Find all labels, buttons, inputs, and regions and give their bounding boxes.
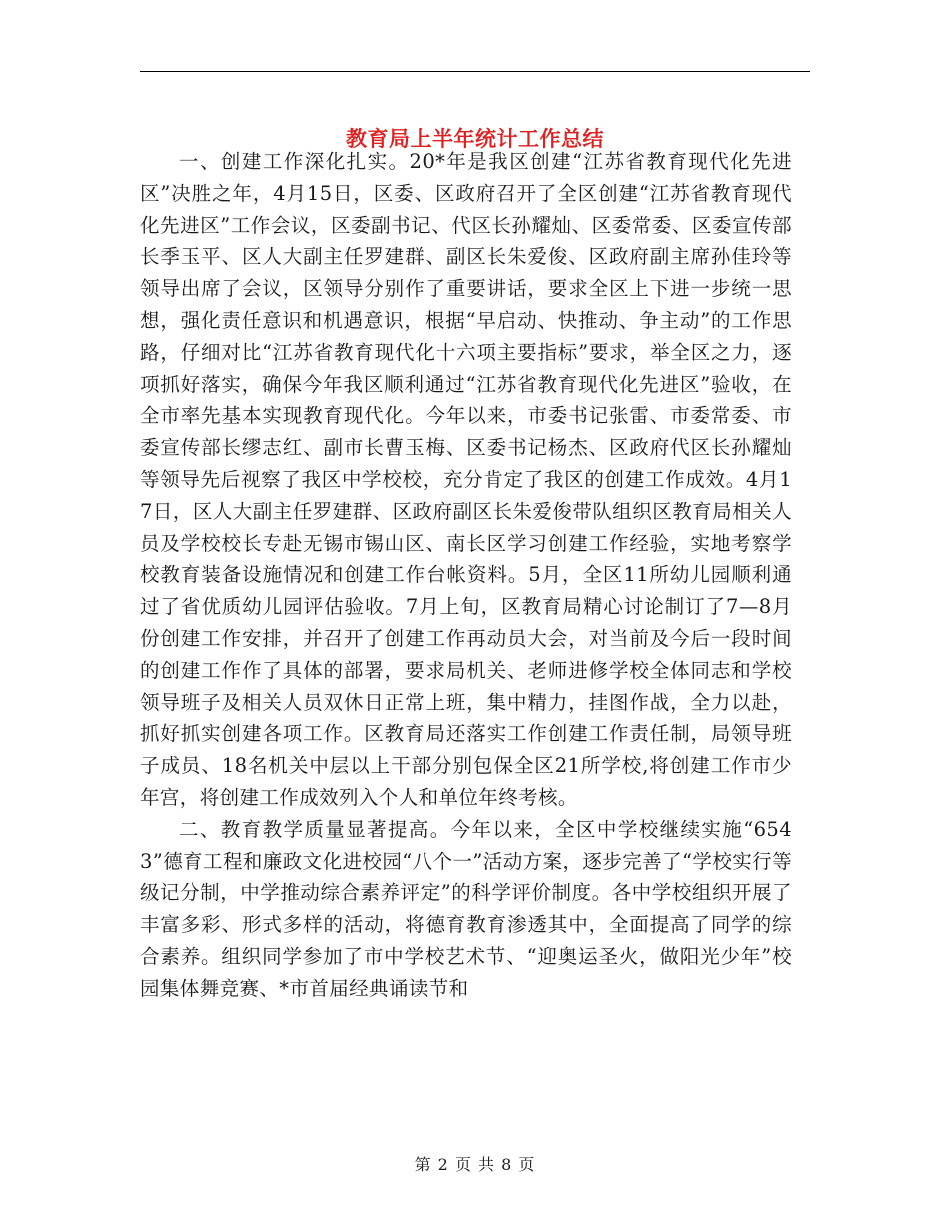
document-body — [140, 146, 792, 1005]
paragraph-creation-work: 一、创建工作深化扎实。20*年是我区创建“江苏省教育现代化先进区”决胜之年，4月15日，区委、区政府召开了全区创建“江苏省教育现代化先进区”工作会议，区委副书记、代区长孙耀灿、区委常委、区委宣传部长季玉平、区人大副主任罗建群、副区长朱爱俊、区政府副主席孙佳玲等领导出席了会议，区领导分别作了重要讲话，要求全区上下进一步统一思想，强化责任意识和机遇意识，根据“早启动、快推动、争主动”的工作思路，仔细对比“江苏省教育现代化十六项主要指标”要求，举全区之力，逐项抓好落实，确保今年我区顺利通过“江苏省教育现代化先进区”验收，在全市率先基本实现教育现代化。今年以来，市委书记张雷、市委常委、市委宣传部长缪志红、副市长曹玉梅、区委书记杨杰、区政府代区长孙耀灿等领导先后视察了我区中学校校，充分肯定了我区的创建工作成效。4月17日，区人大副主任罗建群、区政府副区长朱爱俊带队组织区教育局相关人员及学校校长专赴无锡市锡山区、南长区学习创建工作经验，实地考察学校教育装备设施情况和创建工作台帐资料。5月，全区11所幼儿园顺利通过了省优质幼儿园评估验收。7月上旬，区教育局精心讨论制订了7—8月份创建工作安排，并召开了创建工作再动员大会，对当前及今后一段时间的创建工作作了具体的部署，要求局机关、老师进修学校全体同志和学校领导班子及相关人员双休日正常上班，集中精力，挂图作战，全力以赴，抓好抓实创建各项工作。区教育局还落实工作创建工作责任制，局领导班子成员、18名机关中层以上干部分别包保全区21所学校,将创建工作市少年宫，将创建工作成效列入个人和单位年终考核。 — [140, 150, 792, 809]
header-rule — [140, 71, 810, 72]
paragraph-teaching-quality: 二、教育教学质量显著提高。今年以来，全区中学校继续实施“6543”德育工程和廉政文化进校园“八个一”活动方案，逐步完善了“学校实行等级记分制，中学推动综合素养评定”的科学评价制度。各中学校组织开展了丰富多彩、形式多样的活动，将德育教育渗透其中，全面提高了同学的综合素养。组织同学参加了市中学校艺术节、“迎奥运圣火，做阳光少年”校园集体舞竞赛、*市首届经典诵读节和 — [140, 817, 792, 1000]
document-title: 教育局上半年统计工作总结 — [346, 126, 604, 152]
page-number-footer: 第 2 页 共 8 页 — [414, 1155, 536, 1174]
